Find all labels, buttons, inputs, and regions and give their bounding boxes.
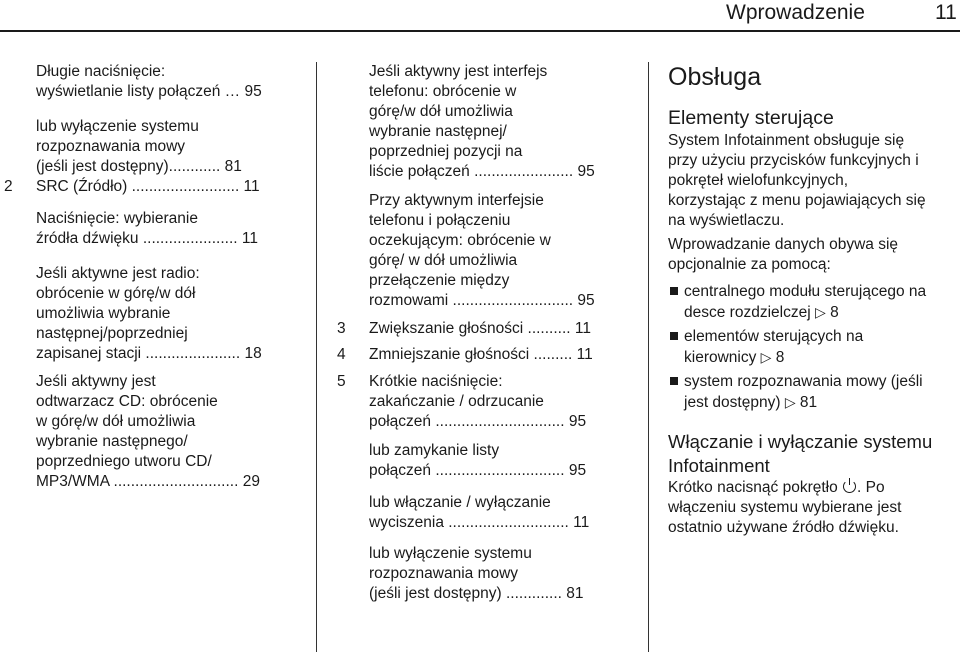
col2-item-3: 3 Zwiększanie głośności .......... 11 (337, 320, 591, 337)
col2-item-4: 4 Zmniejszanie głośności ......... 11 (337, 346, 593, 363)
col2-item-5: 5 Krótkie naciśnięcie: zakańczanie / odrzucanie połączeń .............................. 95 (337, 373, 587, 430)
bullet-item-1: centralnego modułu sterującego na desce rozdzielczej ▷ 8 (684, 282, 926, 323)
col3-paragraph-3: Krótko nacisnąć pokrętło . Po włączeniu systemu wybierane jest ostatnio używane źródło dźwięku. (668, 479, 902, 536)
bullet-item-3: system rozpoznawania mowy (jeśli jest dostępny) ▷ 81 (684, 372, 923, 413)
bullet-square-icon (670, 377, 678, 385)
item-number: 3 (337, 320, 346, 337)
column-separator-2 (648, 62, 649, 652)
col1-paragraph-1: Długie naciśnięcie: wyświetlanie listy połączeń … 95 (36, 63, 262, 100)
col1-item-2: 2 SRC (Źródło) ......................... 11 (4, 178, 260, 195)
column-separator-1 (316, 62, 317, 652)
col2-paragraph-5: lub wyłączenie systemu rozpoznawania mowy (jeśli jest dostępny) ............. 81 (369, 545, 584, 602)
item-number: 5 (337, 373, 346, 390)
item-number: 2 (4, 178, 13, 195)
col1-paragraph-4: Jeśli aktywne jest radio: obrócenie w górę/w dół umożliwia wybranie następnej/poprzedniej zapisanej stacji ...................... 18 (36, 265, 262, 362)
bullet-item-2: elementów sterujących na kierownicy ▷ 8 (684, 327, 863, 368)
page-reference-arrow-icon: ▷ (760, 349, 772, 365)
subheading-power: Włączanie i wyłączanie systemu Infotainment (668, 431, 933, 476)
col1-paragraph-3: Naciśnięcie: wybieranie źródła dźwięku ...................... 11 (36, 210, 258, 247)
page-reference-arrow-icon: ▷ (784, 394, 796, 410)
col1-paragraph-5: Jeśli aktywny jest odtwarzacz CD: obrócenie w górę/w dół umożliwia wybranie następnego/ poprzedniego utworu CD/ MP3/WMA ............................. 29 (36, 373, 260, 490)
col2-paragraph-3: lub zamykanie listy połączeń .............................. 95 (369, 442, 587, 479)
col1-paragraph-2: lub wyłączenie systemu rozpoznawania mowy (jeśli jest dostępny)............ 81 (36, 118, 242, 175)
page-reference-arrow-icon: ▷ (814, 304, 826, 320)
col3-paragraph-2: Wprowadzanie danych obywa się opcjonalnie za pomocą: (668, 236, 899, 273)
bullet-square-icon (670, 287, 678, 295)
page-header (0, 0, 960, 26)
col3-paragraph-1: System Infotainment obsługuje się przy użyciu przycisków funkcyjnych i pokręteł wielofunkcyjnych, korzystając z menu pojawiających się na wyświetlaczu. (668, 132, 926, 229)
col2-paragraph-1: Jeśli aktywny jest interfejs telefonu: obrócenie w górę/w dół umożliwia wybranie następnej/ poprzedniej pozycji na liście połączeń ....................... 95 (369, 63, 595, 180)
col2-paragraph-4: lub włączanie / wyłączanie wyciszenia ............................ 11 (369, 494, 590, 531)
col2-paragraph-2: Przy aktywnym interfejsie telefonu i połączeniu oczekującym: obrócenie w górę/ w dół umożliwia przełączenie między rozmowami ............................ 95 (369, 192, 595, 309)
section-heading: Obsługa (668, 63, 762, 91)
bullet-square-icon (670, 332, 678, 340)
power-icon (843, 480, 856, 493)
header-rule (0, 30, 960, 32)
page-number: 11 (935, 1, 957, 24)
subheading-controls: Elementy sterujące (668, 107, 834, 129)
item-number: 4 (337, 346, 346, 363)
page-header-title: Wprowadzenie (726, 1, 865, 24)
